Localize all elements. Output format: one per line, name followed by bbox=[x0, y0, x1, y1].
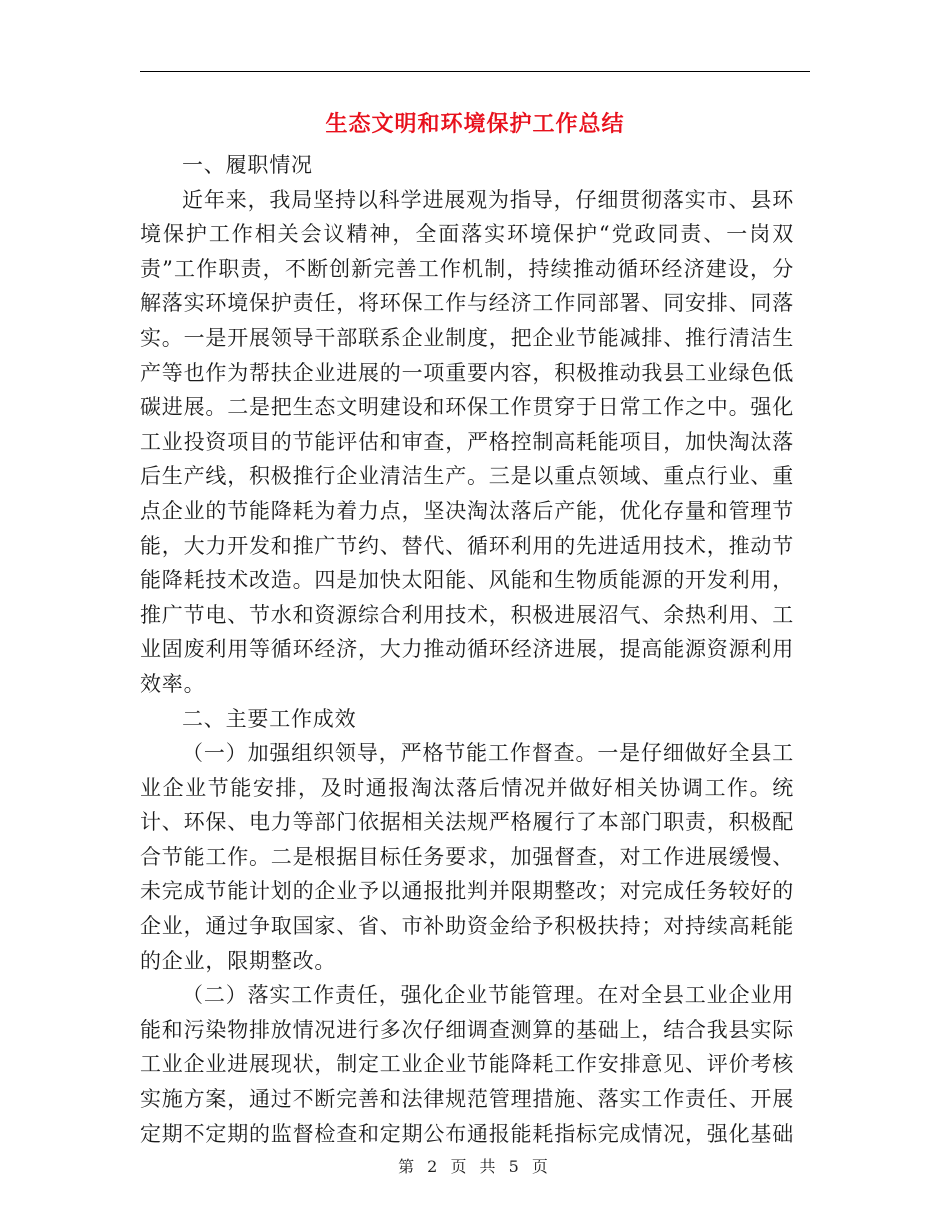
section-heading-duties: 一、履职情况 bbox=[182, 153, 313, 177]
document-body bbox=[140, 148, 794, 1151]
header-rule bbox=[140, 71, 810, 72]
paragraph-duties: 近年来，我局坚持以科学进展观为指导，仔细贯彻落实市、县环境保护工作相关会议精神，全面落实环境保护“党政同责、一岗双责”工作职责，不断创新完善工作机制，持续推动循环经济建设，分解落实环境保护责任，将环保工作与经济工作同部署、同安排、同落实。一是开展领导干部联系企业制度，把企业节能减排、推行清洁生产等也作为帮扶企业进展的一项重要内容，积极推动我县工业绿色低碳进展。二是把生态文明建设和环保工作贯穿于日常工作之中。强化工业投资项目的节能评估和审查，严格控制高耗能项目，加快淘汰落后生产线，积极推行企业清洁生产。三是以重点领域、重点行业、重点企业的节能降耗为着力点，坚决淘汰落后产能，优化存量和管理节能，大力开发和推广节约、替代、循环利用的先进适用技术，推动节能降耗技术改造。四是加快太阳能、风能和生物质能源的开发利用，推广节电、节水和资源综合利用技术，积极进展沼气、余热利用、工业固废利用等循环经济，大力推动循环经济进展，提高能源资源利用效率。 bbox=[140, 187, 794, 696]
page-number: 第 2 页 共 5 页 bbox=[398, 1157, 552, 1176]
document-title: 生态文明和环境保护工作总结 bbox=[325, 112, 625, 137]
section-heading-results: 二、主要工作成效 bbox=[182, 706, 357, 731]
paragraph-organization: （一）加强组织领导，严格节能工作督查。一是仔细做好全县工业企业节能安排，及时通报淘汰落后情况并做好相关协调工作。统计、环保、电力等部门依据相关法规严格履行了本部门职责，积极配合节能工作。二是根据目标任务要求，加强督查，对工作进展缓慢、未完成节能计划的企业予以通报批判并限期整改；对完成任务较好的企业，通过争取国家、省、市补助资金给予积极扶持；对持续高耗能的企业，限期整改。 bbox=[140, 741, 794, 973]
paragraph-responsibility: （二）落实工作责任，强化企业节能管理。在对全县工业企业用能和污染物排放情况进行多次仔细调查测算的基础上，结合我县实际工业企业进展现状，制定工业企业节能降耗工作安排意见、评价考核实施方案，通过不断完善和法律规范管理措施、落实工作责任、开展定期不定期的监督检查和定期公布通报能耗指标完成情况，强化基础 bbox=[140, 983, 794, 1146]
